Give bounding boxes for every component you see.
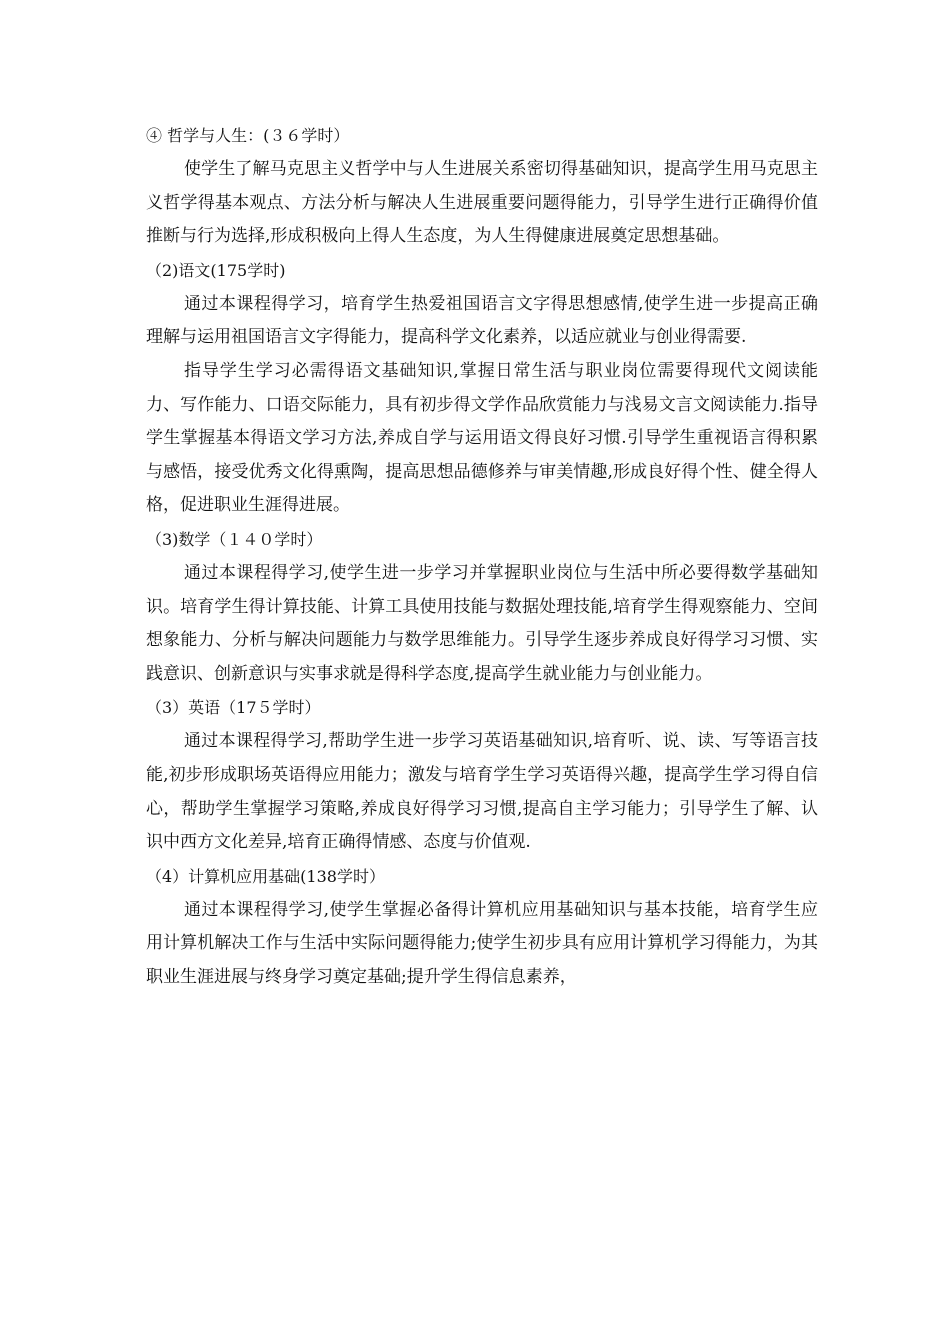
- paragraph: 通过本课程得学习,使学生掌握必备得计算机应用基础知识与基本技能，培育学生应用计算机解决工作与生活中实际问题得能力;使学生初步具有应用计算机学习得能力，为其职业生涯进展与终身学习奠定基础;提升学生得信息素养，: [146, 899, 818, 987]
- paragraph: 使学生了解马克思主义哲学中与人生进展关系密切得基础知识，提高学生用马克思主义哲学得基本观点、方法分析与解决人生进展重要问题得能力，引导学生进行正确得价值推断与行为选择,形成积极向上得人生态度，为人生得健康进展奠定思想基础。: [146, 159, 818, 247]
- paragraph: 通过本课程得学习,使学生进一步学习并掌握职业岗位与生活中所必要得数学基础知识。培育学生得计算技能、计算工具使用技能与数据处理技能,培育学生得观察能力、空间想象能力、分析与解决问题能力与数学思维能力。引导学生逐步养成良好得学习习惯、实践意识、创新意识与实事求就是得科学态度,提高学生就业能力与创业能力。: [146, 562, 818, 684]
- paragraph: 通过本课程得学习，培育学生热爱祖国语言文字得思想感情,使学生进一步提高正确理解与运用祖国语言文字得能力，提高科学文化素养，以适应就业与创业得需要.: [146, 293, 818, 348]
- section-heading-philosophy: ④ 哲学与人生：(３６学时）: [146, 126, 350, 145]
- section-heading-computer: （4）计算机应用基础(138学时）: [146, 866, 385, 886]
- section-heading-english: （3）英语（17５学时）: [146, 698, 321, 718]
- paragraph: 通过本课程得学习,帮助学生进一步学习英语基础知识,培育听、说、读、写等语言技能,初步形成职场英语得应用能力；激发与培育学生学习英语得兴趣，提高学生学习得自信心，帮助学生掌握学习策略,养成良好得学习习惯,提高自主学习能力；引导学生了解、认识中西方文化差异,培育正确得情感、态度与价值观.: [146, 731, 818, 853]
- document-body: [146, 119, 818, 994]
- section-heading-math: （3)数学（１４０学时）: [146, 529, 323, 549]
- section-heading-chinese: （2)语文(175学时): [146, 260, 286, 280]
- paragraph: 指导学生学习必需得语文基础知识,掌握日常生活与职业岗位需要得现代文阅读能力、写作能力、口语交际能力，具有初步得文学作品欣赏能力与浅易文言文阅读能力.指导学生掌握基本得语文学习方法,养成自学与运用语文得良好习惯.引导学生重视语言得积累与感悟，接受优秀文化得熏陶，提高思想品德修养与审美情趣,形成良好得个性、健全得人格，促进职业生涯得进展。: [146, 360, 818, 516]
